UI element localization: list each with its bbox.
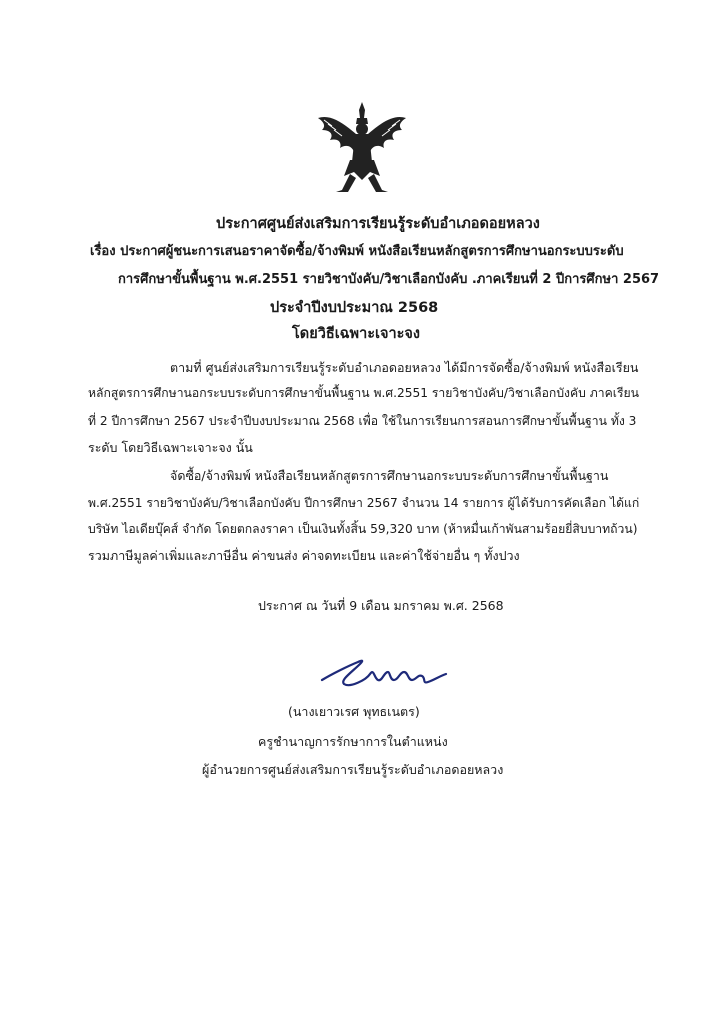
paragraph-2-line-1: จัดซื้อ/จ้างพิมพ์ หนังสือเรียนหลักสูตรการศึกษานอกระบบระดับการศึกษาขั้นพื้นฐาน — [170, 468, 609, 483]
paragraph-1-line-1: ตามที่ ศูนย์ส่งเสริมการเรียนรู้ระดับอำเภอดอยหลวง ได้มีการจัดซื้อ/จ้างพิมพ์ หนังสือเรียน — [170, 360, 639, 375]
header-title: ประกาศศูนย์ส่งเสริมการเรียนรู้ระดับอำเภอดอยหลวง — [216, 216, 540, 232]
paragraph-2-line-4: รวมภาษีมูลค่าเพิ่มและภาษีอื่น ค่าขนส่ง ค่าจดทะเบียน และค่าใช้จ่ายอื่น ๆ ทั้งปวง — [88, 548, 520, 563]
signer-position-line-2: ผู้อำนวยการศูนย์ส่งเสริมการเรียนรู้ระดับอำเภอดอยหลวง — [202, 762, 504, 777]
header-method: โดยวิธีเฉพาะเจาะจง — [292, 326, 420, 342]
garuda-emblem-icon — [312, 100, 412, 196]
paragraph-1-line-3: ที่ 2 ปีการศึกษา 2567 ประจำปีบงบประมาณ 2568 เพื่อ ใช้ในการเรียนการสอนการศึกษาขั้นพื้นฐาน ทั้ง 3 — [88, 414, 637, 428]
header-fiscal-year: ประจำปีงบประมาณ 2568 — [270, 300, 439, 316]
announcement-date: ประกาศ ณ วันที่ 9 เดือน มกราคม พ.ศ. 2568 — [258, 598, 504, 613]
paragraph-1-line-2: หลักสูตรการศึกษานอกระบบระดับการศึกษาขั้นพื้นฐาน พ.ศ.2551 รายวิชาบังคับ/วิชาเลือกบังคับ ภาคเรียน — [88, 386, 639, 400]
signer-name: (นางเยาวเรศ พุทธเนตร) — [288, 704, 420, 719]
signature-mark — [318, 650, 450, 692]
signer-position-line-1: ครูชำนาญการรักษาการในตำแหน่ง — [258, 734, 448, 749]
paragraph-2-line-2: พ.ศ.2551 รายวิชาบังคับ/วิชาเลือกบังคับ ปีการศึกษา 2567 จำนวน 14 รายการ ผู้ได้รับการคัดเลือก ได้แก่ — [88, 496, 640, 510]
paragraph-1-line-4: ระดับ โดยวิธีเฉพาะเจาะจง นั้น — [88, 440, 253, 455]
header-subject-cont: การศึกษาขั้นพื้นฐาน พ.ศ.2551 รายวิชาบังคับ/วิชาเลือกบังคับ .ภาคเรียนที่ 2 ปีการศึกษา 2567 — [118, 272, 660, 287]
header-subject: เรื่อง ประกาศผู้ชนะการเสนอราคาจัดซื้อ/จ้างพิมพ์ หนังสือเรียนหลักสูตรการศึกษานอกระบบระดับ — [90, 244, 624, 259]
paragraph-2-line-3: บริษัท ไอเดียบุ๊คส์ จำกัด โดยตกลงราคา เป็นเงินทั้งสิ้น 59,320 บาท (ห้าหมื่นเก้าพันสามร้อยยี่สิบบาทถ้วน) — [88, 522, 638, 536]
